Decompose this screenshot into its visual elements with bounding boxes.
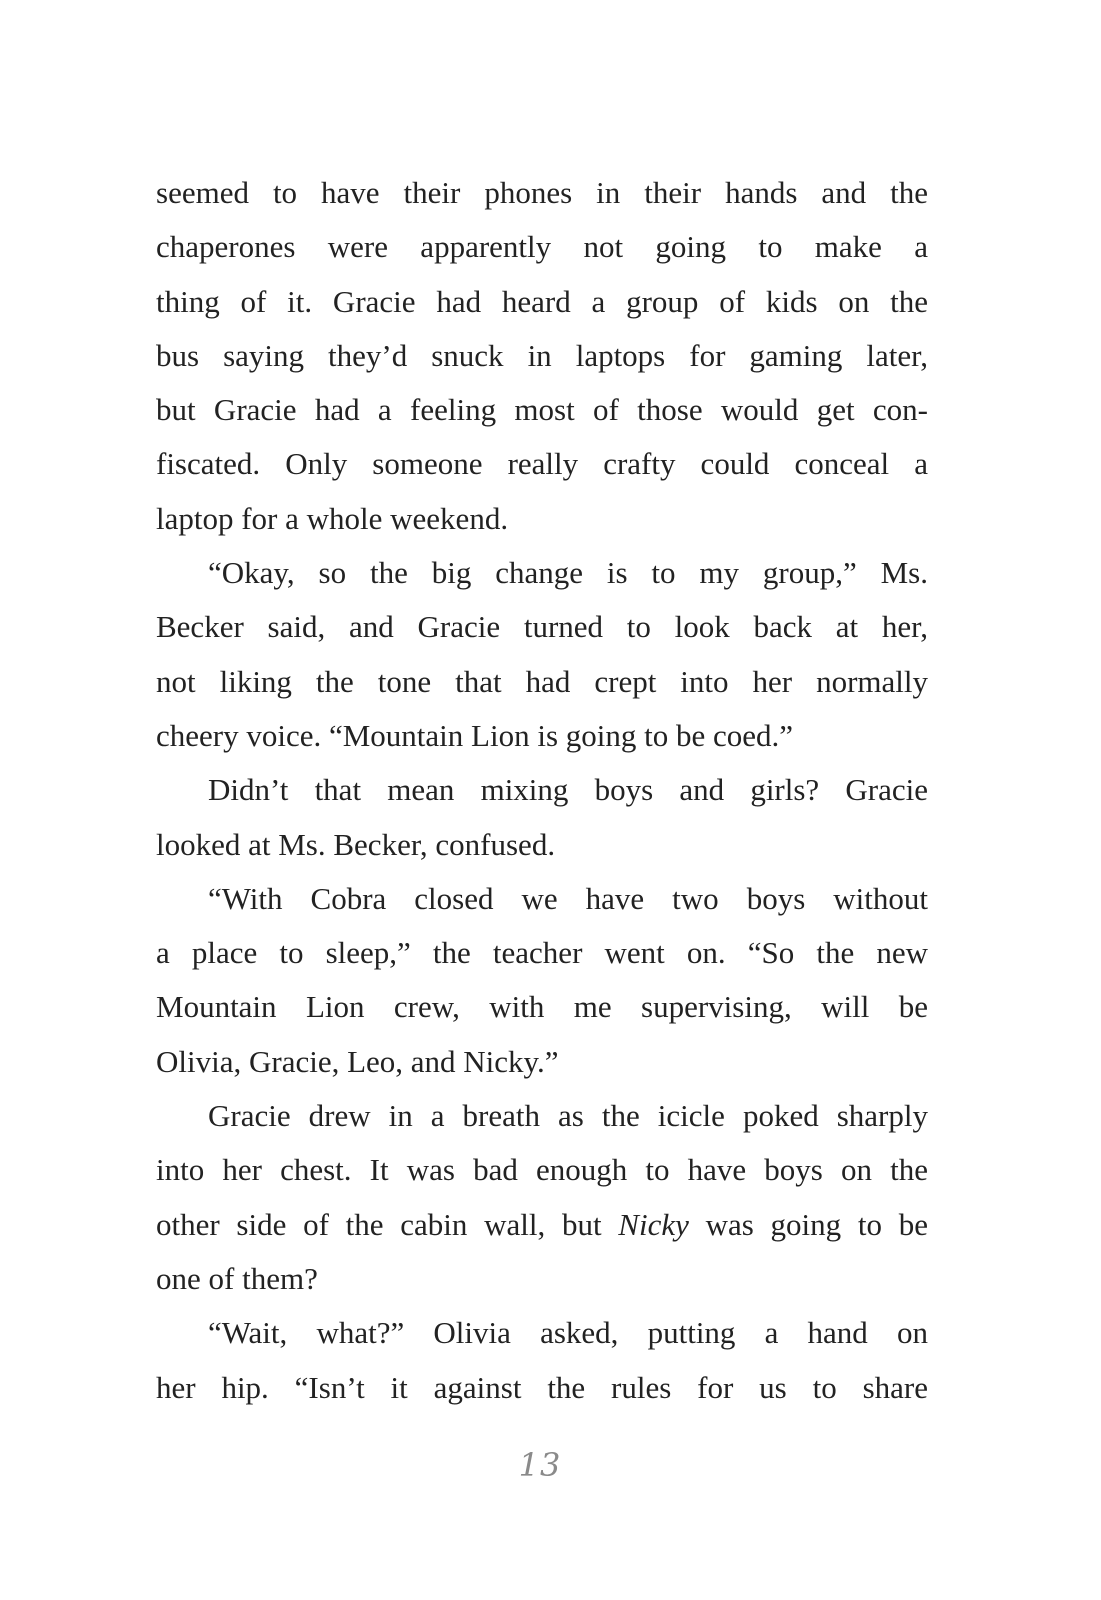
text-line: into her chest. It was bad enough to have boys on the	[156, 1152, 928, 1188]
text-line: Becker said, and Gracie turned to look back at her,	[156, 609, 928, 645]
text-line: Mountain Lion crew, with me supervising, will be	[156, 989, 928, 1025]
text-line: one of them?	[156, 1260, 318, 1296]
text-line: but Gracie had a feeling most of those would get con-	[156, 392, 928, 428]
page-number: 13	[518, 1446, 562, 1484]
body-text	[156, 166, 928, 1415]
text-segment: was going to be	[688, 1206, 928, 1242]
text-line: bus saying they’d snuck in laptops for gaming later,	[156, 337, 928, 373]
text-line: Olivia, Gracie, Leo, and Nicky.”	[156, 1043, 559, 1079]
text-line: laptop for a whole weekend.	[156, 500, 509, 536]
text-line: “With Cobra closed we have two boys without	[208, 880, 928, 916]
text-line: her hip. “Isn’t it against the rules for us to share	[156, 1369, 928, 1405]
text-line	[156, 1198, 928, 1252]
italic-name: Nicky	[618, 1206, 689, 1242]
text-line: looked at Ms. Becker, confused.	[156, 826, 556, 862]
text-line: not liking the tone that had crept into her normally	[156, 663, 928, 699]
text-line: thing of it. Gracie had heard a group of kids on the	[156, 283, 928, 319]
text-line: “Wait, what?” Olivia asked, putting a hand on	[208, 1315, 928, 1351]
text-line: a place to sleep,” the teacher went on. “So the new	[156, 935, 928, 971]
text-line: Gracie drew in a breath as the icicle poked sharply	[208, 1098, 928, 1134]
text-segment: other side of the cabin wall, but	[156, 1206, 619, 1242]
text-line: chaperones were apparently not going to make a	[156, 229, 928, 265]
text-line: Didn’t that mean mixing boys and girls? Gracie	[208, 772, 928, 808]
text-line: seemed to have their phones in their hands and the	[156, 175, 928, 210]
text-line: “Okay, so the big change is to my group,” Ms.	[208, 555, 928, 591]
text-line: cheery voice. “Mountain Lion is going to be coed.”	[156, 717, 794, 753]
text-line: fiscated. Only someone really crafty could conceal a	[156, 446, 928, 482]
